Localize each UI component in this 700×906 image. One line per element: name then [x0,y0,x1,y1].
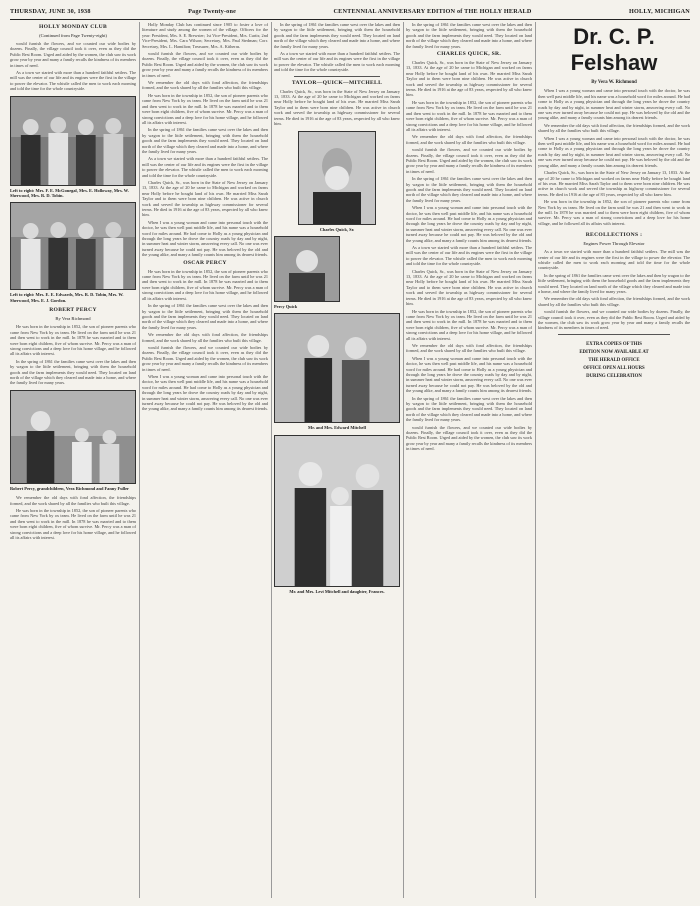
family-photo [10,390,136,484]
column-2 [142,22,268,898]
article-text: Charles Quick, Sr., was born in the State of New Jersey on January 13, 1833. At the age of 20 he came to Michigan and worked on farms near Holly before he bought land of his own. He married Miss Sarah Taylor and to them were born nine children. He was active in church work and served the township as highway commissioner for several terms. He died in 1916 at the age of 83 years, respected by all who knew him. [538,170,690,197]
article-text: In the spring of 1861 the families came west over the lakes and then by wagon to the little settlement, bringing with them the household goods and the farm implements they would need. They located on land north of the village which they cleared and made into a home, and where the family lived for many years. [274,22,400,49]
feature-byline: By Vera W. Richmond [591,80,637,85]
recollections-subheading: Engines Power Through Elevator [583,241,645,247]
section-heading: ROBERT PERCY [49,307,97,314]
article-text: would furnish the flowers, and we counted our wide bodies by dozens. Finally, the village council took it over, even as they did the Public Rest Room. Urged and aided by the women, the club saw its work grow year by year and many a family recalls the kindness of its members in times of need. [142,51,268,78]
article-text: He was born in the township in 1852, the son of pioneer parents who came from New York by ox team. He lived on the farm until he was 21 and then went to work in the mill. In 1878 he was married and to them were born eight children, five of whom survive. Mr. Percy was a man of strong convictions and a deep love for his home village, and he followed all its affairs with interest. [406,99,532,132]
notice-line: THE HERALD OFFICE [588,357,640,363]
article-text: In the spring of 1861 the families came west over the lakes and then by wagon to the little settlement, bringing with them the household goods and the farm implements they would need. They located on land north of the village which they cleared and made into a home, and where the family lived for many years. [10,358,136,386]
section-heading: CHARLES QUICK, SR. [436,51,502,58]
article-text: When I was a young woman and came into personal touch with the doctor, he was then well past middle life, and his name was a household word for miles around. He had come to Holly as a young physician and through the long years he drove the country roads by day and by night, in summer heat and winter storm, answering every call. No one was ever turned away because he could not pay. He was beloved by the old and the young alike, and many a family counts him among its dearest friends. [142,219,268,258]
article-text: As a town we started with more than a hundred faithful settlers. The mill was the center of our life and its engines were the first in the village to power the elevator. The whistle called the men to work each morning and told the time for the whole countryside. [274,51,400,73]
notice-line: EXTRA COPIES OF THIS [586,341,642,347]
section-byline: By Vera Richmond [55,316,91,322]
portrait-photo [298,131,376,225]
notice-line: OFFICE OPEN ALL HOURS [583,365,645,371]
club-officers-text: Holly Monday Club has continued since 1905 to foster a love of literature and study among the women of the village. Officers for the year: President, Mrs. S. E. Brewster; 1st Vice-President, Mrs. Curtis; 2nd Vice-President, Mrs. Cara Wilson; Secretary, Mrs. Paul Stedman; Corr. Secretary, Mrs. L. Hamilton; Treasurer, Mrs. A. Kitheras. [142,22,268,49]
group-photo-1 [10,96,136,186]
columns [10,22,690,898]
article-text: He was born in the township in 1852, the son of pioneer parents who came from New York by ox team. He lived on the farm until he was 21 and then went to work in the mill. In 1878 he was married and to them were born eight children, five of whom survive. Mr. Percy was a man of strong convictions and a deep love for his home village, and he followed all its affairs with interest. [10,507,136,540]
article-text: We remember the old days with fond affection, the friendships formed, and the work shared by all the families who built this village. [10,495,136,506]
article-text: He was born in the township in 1852, the son of pioneer parents who came from New York by ox team. He lived on the farm until he was 21 and then went to work in the mill. In 1878 he was married and to them were born eight children, five of whom survive. Mr. Percy was a man of strong convictions and a deep love for his home village, and he followed all its affairs with interest. [10,324,136,357]
article-text: In the spring of 1861 the families came west over the lakes and then by wagon to the little settlement, bringing with them the household goods and the farm implements they would need. They located on land north of the village which they cleared and made into a home, and where the family lived for many years. [142,303,268,330]
article-text: In the spring of 1861 the families came west over the lakes and then by wagon to the little settlement, bringing with them the household goods and the farm implements they would need. They located on land north of the village which they cleared and made into a home, and where the family lived for many years. [406,395,532,423]
article-text: When I was a young woman and came into personal touch with the doctor, he was then well past middle life, and his name was a household word for miles around. He had come to Holly as a young physician and through the long years he drove the country roads by day and by night, in summer heat and winter storm, answering every call. No one was ever turned away because he could not pay. He was beloved by the old and the young alike, and many a family counts him among its dearest friends. [142,373,268,412]
recollections-heading: RECOLLECTIONS : [585,232,643,239]
column-rule [403,22,404,898]
article-text: He was born in the township in 1852, the son of pioneer parents who came from New York by ox team. He lived on the farm until he was 21 and then went to work in the mill. In 1878 he was married and to them were born eight children, five of whom survive. Mr. Percy was a man of strong convictions and a deep love for his home village, and he followed all its affairs with interest. [406,308,532,341]
photo-caption: Robert Percy, grandchildren, Vera Richmond and Fanny Fuller [10,485,129,491]
article-text: When I was a young woman and came into personal touch with the doctor, he was then well past middle life, and his name was a household word for miles around. He had come to Holly as a young physician and through the long years he drove the country roads by day and by night, in summer heat and winter storm, answering every call. No one was ever turned away because he could not pay. He was beloved by the old and the young alike, and many a family counts him among its dearest friends. [538,135,690,168]
article-text: We remember the old days with fond affection, the friendships formed, and the work shared by all the families who built this village. [142,80,268,91]
couple-photo [274,313,400,423]
divider [558,334,670,335]
section-heading: OSCAR PERCY [183,259,227,266]
article-text: When I was a young woman and came into personal touch with the doctor, he was then well past middle life, and his name was a household word for miles around. He had come to Holly as a young physician and through the long years he drove the country roads by day and by night, in summer heat and winter storm, answering every call. No one was ever turned away because he could not pay. He was beloved by the old and the young alike, and many a family counts him among its dearest friends. [406,205,532,243]
article-text: We remember the old days with fond affection, the friendships formed, and the work shared by all the families who built this village. [538,122,690,134]
column-4 [406,22,532,898]
column-5 [538,22,690,898]
article-text: When I was a young woman and came into personal touch with the doctor, he was then well past middle life, and his name was a household word for miles around. He had come to Holly as a young physician and through the long years he drove the country roads by day and by night, in summer heat and winter storm, answering every call. No one was ever turned away because he could not pay. He was beloved by the old and the young alike, and many a family counts him among its dearest friends. [406,355,532,394]
photo-caption: Left to right: Mrs. E. E. Edwards, Mrs. R. D. Tobin, Mrs. W. Sherwood, Mrs. E. J. Gordon. [10,292,124,303]
article-text: would furnish the flowers, and we counted our wide bodies by dozens. Finally, the village council took it over, even as they did the Public Rest Room. Urged and aided by the women, the club saw its work grow year by year and many a family recalls the kindness of its members in times of need. [538,309,690,331]
masthead [10,8,690,20]
article-text: In the spring of 1861 the families came west over the lakes and then by wagon to the little settlement, bringing with them the household goods and the farm implements they would need. They located on land north of the village which they cleared and made into a home, and where the family lived for many years. [406,176,532,203]
notice-line: EDITION NOW AVAILABLE AT [579,349,649,355]
family-photo [274,435,400,587]
photo-caption: Percy Quick [274,303,298,309]
feature-title: Dr. C. P. Felshaw [570,24,658,75]
notice-line: DURING CELEBRATION [586,373,642,379]
article-text: He was born in the township in 1852, the son of pioneer parents who came from New York by ox team. He lived on the farm until he was 21 and then went to work in the mill. In 1878 he was married and to them were born eight children, five of whom survive. Mr. Percy was a man of strong convictions and a deep love for his home village, and he followed all its affairs with interest. [142,268,268,301]
section-heading: TAYLOR—QUICK—MITCHELL [291,79,383,86]
article-text: Charles Quick, Sr., was born in the State of New Jersey on January 13, 1833. At the age of 20 he came to Michigan and worked on farms near Holly before he bought land of his own. He married Miss Sarah Taylor and to them were born nine children. He was active in church work and served the township as highway commissioner for several terms. He died in 1916 at the age of 83 years, respected by all who knew him. [142,179,268,218]
article-text: Charles Quick, Sr., was born in the State of New Jersey on January 13, 1833. At the age of 20 he came to Michigan and worked on farms near Holly before he bought land of his own. He married Miss Sarah Taylor and to them were born nine children. He was active in church work and served the township as highway commissioner for several terms. He died in 1916 at the age of 83 years, respected by all who knew him. [406,60,532,98]
article-text: In the spring of 1861 the families came west over the lakes and then by wagon to the little settlement, bringing with them the household goods and the farm implements they would need. They located on land north of the village which they cleared and made into a home, and where the family lived for many years. [406,22,532,49]
portrait-photo [274,236,340,302]
article-text: As a town we started with more than a hundred faithful settlers. The mill was the center of our life and its engines were the first in the village to power the elevator. The whistle called the men to work each morning and told the time for the whole countryside. [406,245,532,267]
article-text: Charles Quick, Sr., was born in the State of New Jersey on January 13, 1833. At the age of 20 he came to Michigan and worked on farms near Holly before he bought land of his own. He married Miss Sarah Taylor and to them were born nine children. He was active in church work and served the township as highway commissioner for several terms. He died in 1916 at the age of 83 years, respected by all who knew him. [274,88,400,127]
article-text: He was born in the township in 1852, the son of pioneer parents who came from New York by ox team. He lived on the farm until he was 21 and then went to work in the mill. In 1878 he was married and to them were born eight children, five of whom survive. Mr. Percy was a man of strong convictions and a deep love for his home village, and he followed all its affairs with interest. [538,199,690,226]
article-text: As a town we started with more than a hundred faithful settlers. The mill was the center of our life and its engines were the first in the village to power the elevator. The whistle called the men to work each morning and told the time for the whole countryside. [142,156,268,178]
group-photo-2 [10,202,136,290]
divider [294,76,380,77]
article-text: would furnish the flowers, and we counted our wide bodies by dozens. Finally, the village council took it over, even as they did the Public Rest Room. Urged and aided by the women, the club saw its work grow year by year and many a family recalls the kindness of its members in times of need. [406,147,532,174]
article-text: We remember the old days with fond affection, the friendships formed, and the work shared by all the families who built this village. [142,332,268,343]
article-text: We remember the old days with fond affection, the friendships formed, and the work shared by all the families who built this village. [538,296,690,307]
header-edition: CENTENNIAL ANNIVERSARY EDITION of THE HOLLY HERALD [333,8,532,15]
article-text: In the spring of 1861 the families came west over the lakes and then by wagon to the little settlement, bringing with them the household goods and the farm implements they would need. They located on land north of the village which they cleared and made into a home, and where the family lived for many years. [538,272,690,294]
article-text: would furnish the flowers, and we counted our wide bodies by dozens. Finally, the village council took it over, even as they did the Public Rest Room. Urged and aided by the women, the club saw its work grow year by year and many a family recalls the kindness of its members in times of need. [406,424,532,452]
column-rule [271,22,272,898]
continued-note: (Continued from Page Twenty-eight) [39,33,107,38]
article-text: In the spring of 1861 the families came west over the lakes and then by wagon to the little settlement, bringing with them the household goods and the farm implements they would need. They located on land north of the village which they cleared and made into a home, and where the family lived for many years. [142,127,268,154]
newspaper-page [10,8,690,900]
column-1 [10,22,136,898]
article-text: Charles Quick, Sr., was born in the State of New Jersey on January 13, 1833. At the age of 20 he came to Michigan and worked on farms near Holly before he bought land of his own. He married Miss Sarah Taylor and to them were born nine children. He was active in church work and served the township as highway commissioner for several terms. He died in 1916 at the age of 83 years, respected by all who knew him. [406,268,532,307]
club-heading: HOLLY MONDAY CLUB [39,24,107,30]
article-text: would furnish the flowers, and we counted our wide bodies by dozens. Finally, the village council took it over, even as they did the Public Rest Room. Urged and aided by the women, the club saw its work grow year by year and many a family recalls the kindness of its members in times of need. [142,344,268,372]
article-text: would furnish the flowers, and we counted our wide bodies by dozens. Finally, the village council took it over, even as they did the Public Rest Room. Urged and aided by the women, the club saw its work grow year by year and many a family recalls the kindness of its members in times of need. [10,41,136,68]
extra-copies-notice [538,341,690,381]
header-location: HOLLY, MICHIGAN [628,8,690,15]
article-text: As a town we started with more than a hundred faithful settlers. The mill was the center of our life and its engines were the first in the village to power the elevator. The whistle called the men to work each morning and told the time for the whole countryside. [10,70,136,92]
article-text: As a town we started with more than a hundred faithful settlers. The mill was the center of our life and its engines were the first in the village to power the elevator. The whistle called the men to work each morning and told the time for the whole countryside. [538,249,690,271]
article-text: When I was a young woman and came into personal touch with the doctor, he was then well past middle life, and his name was a household word for miles around. He had come to Holly as a young physician and through the long years he drove the country roads by day and by night, in summer heat and winter storm, answering every call. No one was ever turned away because he could not pay. He was beloved by the old and the young alike, and many a family counts him among its dearest friends. [538,88,690,121]
header-date: THURSDAY, JUNE 30, 1938 [10,8,91,15]
column-rule [139,22,140,898]
photo-caption: Mr. and Mrs. Levi Mitchell and daughter, Frances. [289,588,385,594]
column-3 [274,22,400,898]
article-text: We remember the old days with fond affection, the friendships formed, and the work shared by all the families who built this village. [406,134,532,145]
header-page: Page Twenty-one [188,8,237,15]
photo-caption: Mr. and Mrs. Edward Mitchell [308,425,366,431]
article-text: He was born in the township in 1852, the son of pioneer parents who came from New York by ox team. He lived on the farm until he was 21 and then went to work in the mill. In 1878 he was married and to them were born eight children, five of whom survive. Mr. Percy was a man of strong convictions and a deep love for his home village, and he followed all its affairs with interest. [142,92,268,125]
article-text: We remember the old days with fond affection, the friendships formed, and the work shared by all the families who built this village. [406,342,532,354]
photo-caption: Charles Quick, Sr. [319,226,355,232]
column-rule [535,22,536,898]
photo-caption: Left to right: Mrs. F. E. McGonegal, Mrs. E. Holloway, Mrs. W. Sherwood, Mrs. R. D. Tobin. [10,187,129,199]
